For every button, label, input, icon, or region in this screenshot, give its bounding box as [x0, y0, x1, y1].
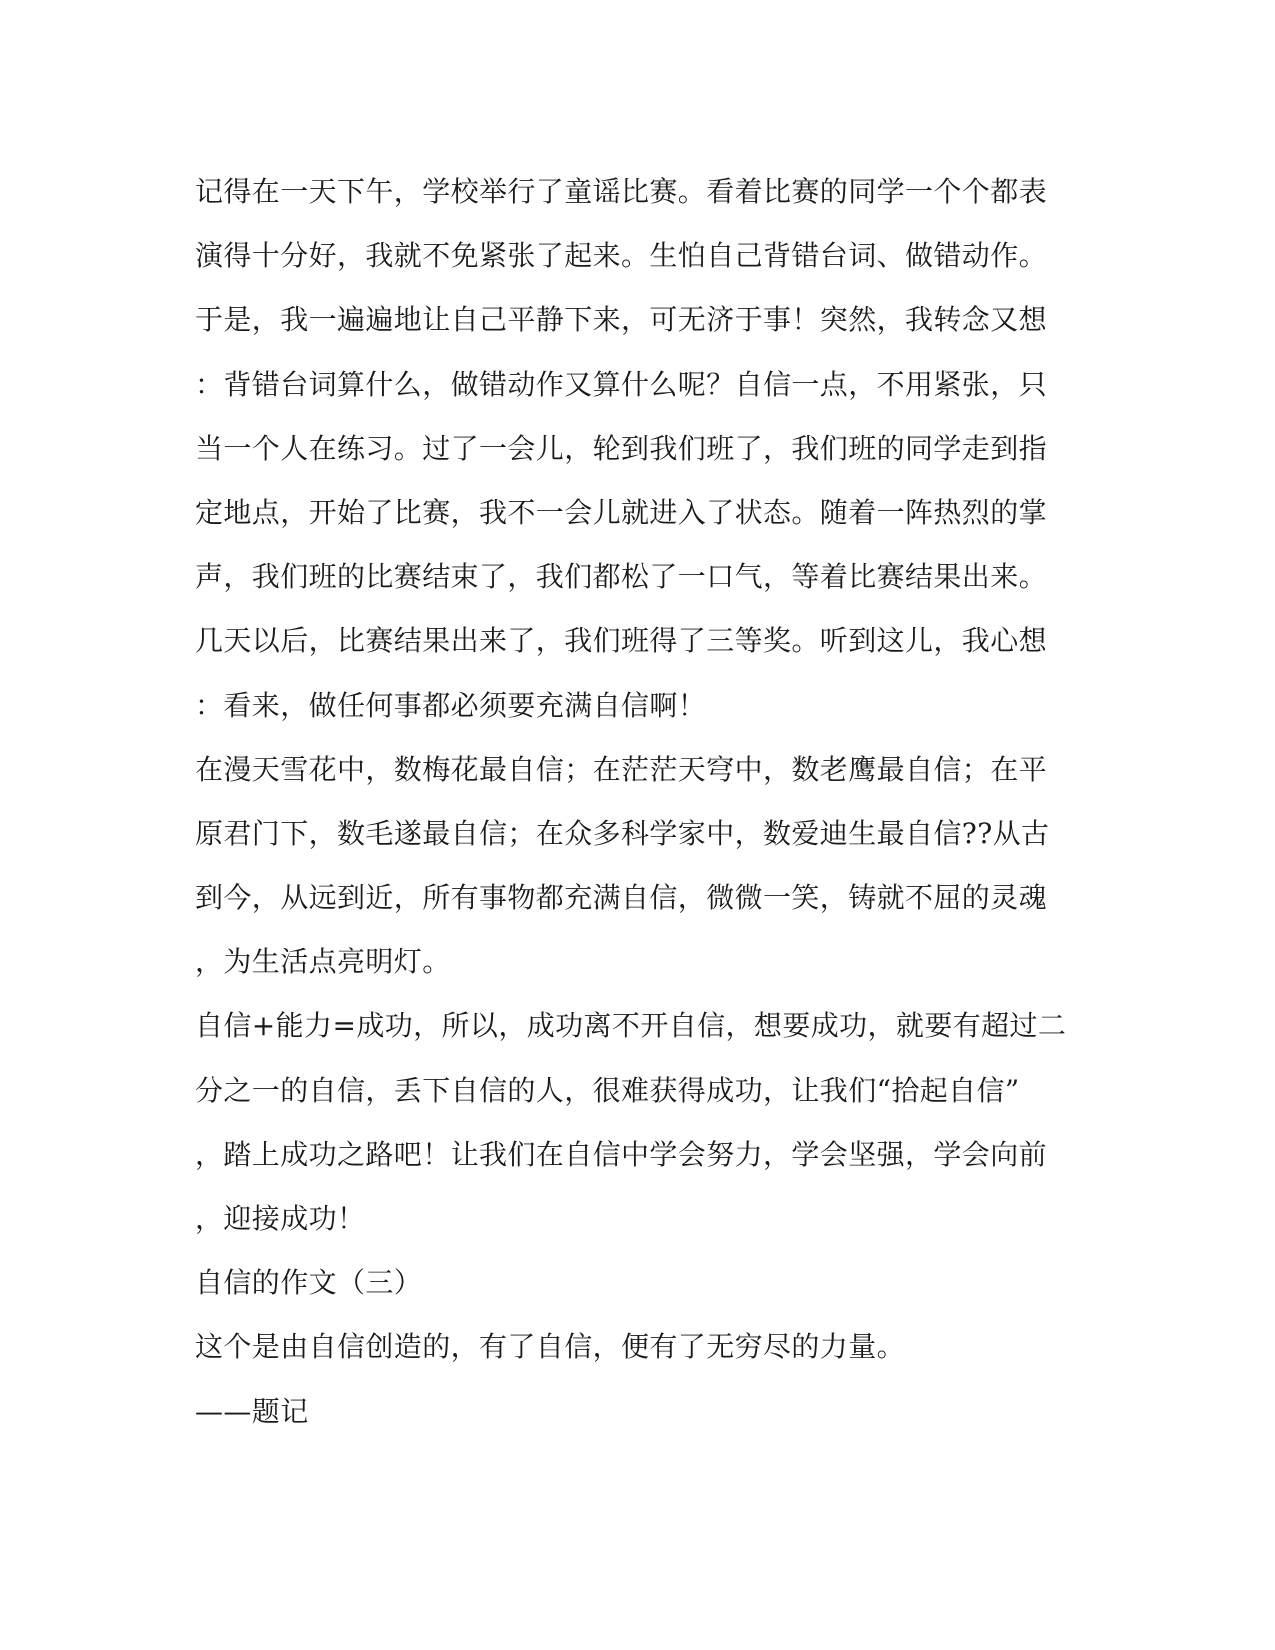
text-line: 几天以后，比赛结果出来了，我们班得了三等奖。听到这儿，我心想	[195, 624, 1048, 658]
text-line: 记得在一天下午，学校举行了童谣比赛。看着比赛的同学一个个都表	[195, 175, 1048, 208]
text-line: ，迎接成功！	[195, 1202, 366, 1235]
text-line: 在漫天雪花中，数梅花最自信；在茫茫天穹中，数老鹰最自信；在平	[195, 752, 1048, 786]
text-line: ，为生活点亮明灯。	[195, 945, 451, 979]
text-line: 自信+能力=成功，所以，成功离不开自信，想要成功，就要有超过二	[195, 1009, 1067, 1043]
text-line: 分之一的自信，丢下自信的人，很难获得成功，让我们“拾起自信”	[195, 1073, 1020, 1107]
text-line: ，踏上成功之路吧！让我们在自信中学会努力，学会坚强，学会向前	[195, 1137, 1048, 1171]
text-line: 定地点，开始了比赛，我不一会儿就进入了状态。随着一阵热烈的掌	[195, 495, 1048, 529]
section-heading: 自信的作文（三）	[195, 1266, 423, 1300]
epigraph-attribution: ——题记	[195, 1394, 309, 1428]
text-line: 声，我们班的比赛结束了，我们都松了一口气，等着比赛结果出来。	[195, 560, 1048, 594]
text-line: 于是，我一遍遍地让自己平静下来，可无济于事！突然，我转念又想	[195, 303, 1048, 337]
text-line: ：背错台词算什么，做错动作又算什么呢？自信一点，不用紧张，只	[195, 367, 1048, 401]
text-line: 到今，从远到近，所有事物都充满自信，微微一笑，铸就不屈的灵魂	[195, 881, 1048, 915]
epigraph-line: 这个是由自信创造的，有了自信，便有了无穷尽的力量。	[195, 1330, 906, 1364]
text-line: 演得十分好，我就不免紧张了起来。生怕自己背错台词、做错动作。	[195, 239, 1048, 273]
text-line: 当一个人在练习。过了一会儿，轮到我们班了，我们班的同学走到指	[195, 431, 1048, 465]
text-line: ：看来，做任何事都必须要充满自信啊！	[195, 688, 707, 722]
document-body	[195, 160, 1075, 1444]
text-line: 原君门下，数毛遂最自信；在众多科学家中，数爱迪生最自信??从古	[195, 816, 1050, 850]
